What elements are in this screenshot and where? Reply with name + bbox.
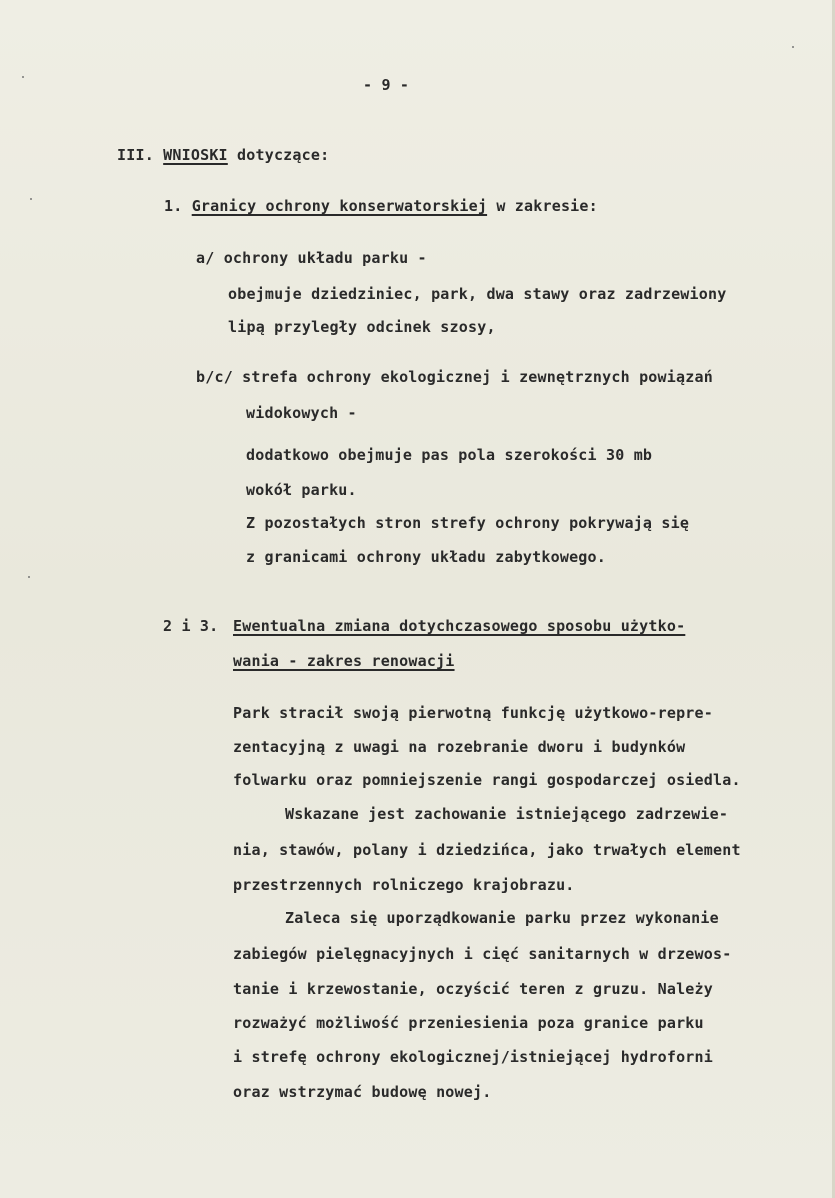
paragraph-line: zabiegów pielęgnacyjnych i cięć sanitarnych w drzewos- bbox=[233, 945, 732, 963]
page-number: - 9 - bbox=[363, 76, 410, 94]
item1-title-rest: w zakresie: bbox=[487, 197, 598, 215]
item1-bc-line: z granicami ochrony układu zabytkowego. bbox=[246, 548, 606, 566]
section-heading-underlined: WNIOSKI bbox=[163, 146, 228, 164]
paragraph-line: Park stracił swoją pierwotną funkcję użytkowo-repre- bbox=[233, 704, 713, 722]
item1-a-line: lipą przyległy odcinek szosy, bbox=[228, 318, 496, 336]
paragraph-line: folwarku oraz pomniejszenie rangi gospodarczej osiedla. bbox=[233, 771, 741, 789]
section-heading-rest: dotyczące: bbox=[227, 146, 330, 164]
item23-title-line: wania - zakres renowacji bbox=[233, 652, 455, 670]
item23-number: 2 i 3. bbox=[163, 617, 219, 635]
paragraph-line: Wskazane jest zachowanie istniejącego zadrzewie- bbox=[285, 805, 729, 823]
paragraph-line: przestrzennych rolniczego krajobrazu. bbox=[233, 876, 575, 894]
paper-speck bbox=[28, 576, 30, 578]
item1-a-line: obejmuje dziedziniec, park, dwa stawy oraz zadrzewiony bbox=[228, 285, 727, 303]
item1-title-underlined: Granicy ochrony konserwatorskiej bbox=[191, 197, 488, 215]
item1-bc-line: widokowych - bbox=[246, 404, 357, 422]
section-number: III. bbox=[117, 146, 154, 164]
paper-speck bbox=[30, 198, 32, 200]
paragraph-line: zentacyjną z uwagi na rozebranie dworu i budynków bbox=[233, 738, 686, 756]
item1-bc-line: Z pozostałych stron strefy ochrony pokrywają się bbox=[246, 514, 690, 532]
item23-title-line: Ewentualna zmiana dotychczasowego sposobu użytko- bbox=[233, 617, 686, 635]
item1-bc-line: b/c/ strefa ochrony ekologicznej i zewnętrznych powiązań bbox=[196, 368, 713, 386]
item1-bc-line: wokół parku. bbox=[246, 481, 357, 499]
paragraph-line: Zaleca się uporządkowanie parku przez wykonanie bbox=[285, 909, 719, 927]
paragraph-line: tanie i krzewostanie, oczyścić teren z gruzu. Należy bbox=[233, 980, 713, 998]
item1-heading bbox=[164, 197, 598, 215]
paragraph-line: i strefę ochrony ekologicznej/istniejącej hydroforni bbox=[233, 1048, 713, 1066]
paper-speck bbox=[792, 46, 794, 48]
item1-number: 1. bbox=[164, 197, 183, 215]
item1-a-line: a/ ochrony układu parku - bbox=[196, 249, 427, 267]
paragraph-line: rozważyć możliwość przeniesienia poza granice parku bbox=[233, 1014, 704, 1032]
paragraph-line: nia, stawów, polany i dziedzińca, jako trwałych element bbox=[233, 841, 741, 859]
section-heading bbox=[117, 146, 329, 164]
paragraph-line: oraz wstrzymać budowę nowej. bbox=[233, 1083, 492, 1101]
item1-bc-line: dodatkowo obejmuje pas pola szerokości 30 mb bbox=[246, 446, 653, 464]
paper-speck bbox=[22, 76, 24, 78]
